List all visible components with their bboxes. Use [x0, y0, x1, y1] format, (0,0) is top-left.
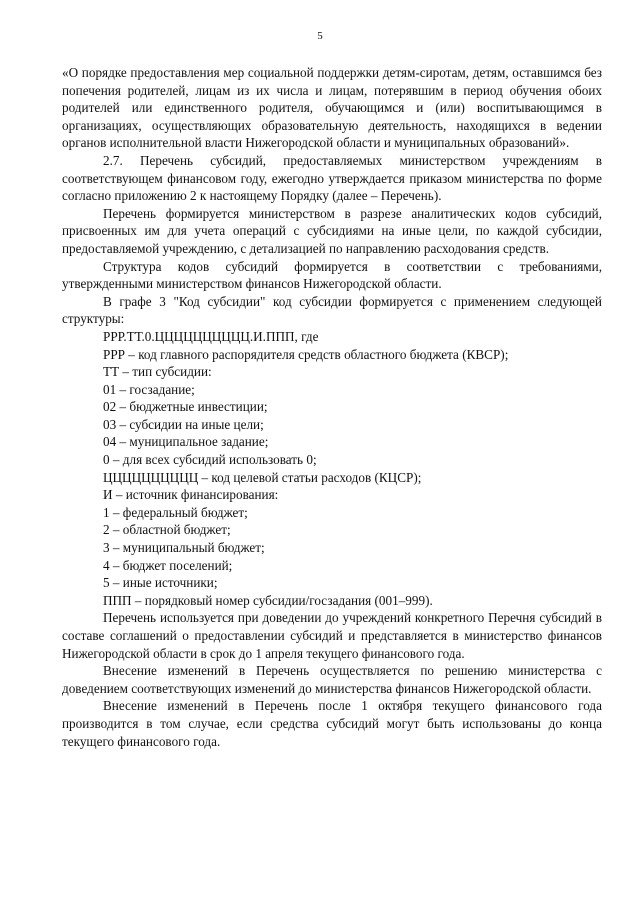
- list-item: 03 – субсидии на иные цели;: [103, 416, 264, 432]
- paragraph-quoted-title: «О порядке предоставления мер социальной поддержки детям-сиротам, детям, оставшимся без попечения родителей, лицам из их числа и лицам, потерявшим в период обучения обоих родителей или единственного родителя, обучающимся и (или) воспитывающимся в организациях, осуществляющих образовательную деятельность, находящихся в ведении органов исполнительной власти Нижегородской области и муниципальных образований».: [62, 65, 602, 151]
- paragraph-2-7: 2.7. Перечень субсидий, предоставляемых министерством учреждениям в соответствующем финансовом году, ежегодно утверждается приказом министерства по форме согласно приложению 2 к настоящему Порядку (далее – Перечень).: [62, 152, 602, 204]
- list-item: 1 – федеральный бюджет;: [103, 504, 248, 520]
- list-item: 0 – для всех субсидий использовать 0;: [103, 452, 317, 468]
- list-item: 4 – бюджет поселений;: [103, 557, 233, 573]
- list-item: 02 – бюджетные инвестиции;: [103, 399, 268, 415]
- list-item: 3 – муниципальный бюджет;: [103, 540, 265, 556]
- list-item: 2 – областной бюджет;: [103, 522, 231, 538]
- paragraph-code-structure: Структура кодов субсидий формируется в соответствии с требованиями, утвержденными министерством финансов Нижегородской области.: [62, 258, 602, 292]
- paragraph-column-3: В графе 3 "Код субсидии" код субсидии формируется с применением следующей структуры:: [62, 293, 602, 327]
- list-item: РРР.ТТ.0.ЦЦЦЦЦЦЦЦЦЦ.И.ППП, где: [103, 328, 319, 344]
- list-item: РРР – код главного распорядителя средств областного бюджета (КВСР);: [103, 346, 509, 362]
- list-item: ЦЦЦЦЦЦЦЦЦЦ – код целевой статьи расходов (КЦСР);: [103, 469, 422, 485]
- paragraph-amendments-after-october: Внесение изменений в Перечень после 1 октября текущего финансового года производится в том случае, если средства субсидий могут быть использованы до конца текущего финансового года.: [62, 698, 602, 749]
- paragraph-list-formation: Перечень формируется министерством в разрезе аналитических кодов субсидий, присвоенных им для учета операций с субсидиями на иные цели, по каждой субсидии, предоставляемой учреждению, с детализацией по направлению расходования средств.: [62, 205, 602, 256]
- list-item: И – источник финансирования:: [103, 487, 279, 503]
- list-item: ТТ – тип субсидии:: [103, 364, 212, 380]
- paragraph-amendments: Внесение изменений в Перечень осуществляется по решению министерства с доведением соответствующих изменений до министерства финансов Нижегородской области.: [62, 663, 602, 696]
- paragraph-list-usage: Перечень используется при доведении до учреждений конкретного Перечня субсидий в составе соглашений о предоставлении субсидий и представляется в министерство финансов Нижегородской области в срок до 1 апреля текущего финансового года.: [62, 610, 602, 661]
- list-item: 01 – госзадание;: [103, 381, 195, 397]
- list-item: ППП – порядковый номер субсидии/госзадания (001–999).: [103, 592, 433, 608]
- list-item: 04 – муниципальное задание;: [103, 434, 269, 450]
- list-item: 5 – иные источники;: [103, 575, 218, 591]
- document-body: [62, 64, 602, 750]
- code-structure-list: [62, 328, 602, 610]
- page-number: 5: [317, 30, 323, 42]
